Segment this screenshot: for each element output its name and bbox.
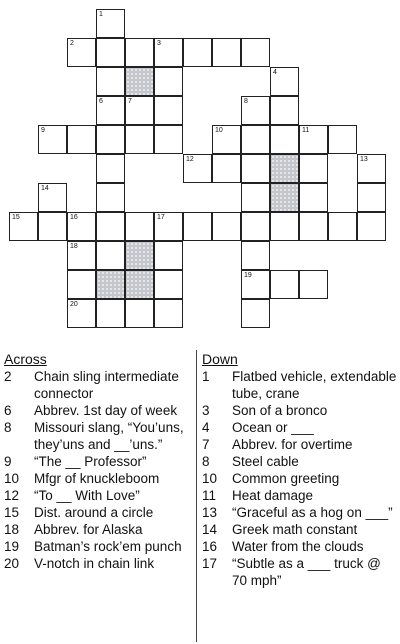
clue-text: “Graceful as a hog on ___” bbox=[232, 505, 393, 520]
cell-number: 12 bbox=[186, 156, 194, 163]
grid-cell[interactable] bbox=[67, 125, 96, 154]
shaded-grid-cell bbox=[96, 270, 125, 299]
clue-number: 9 bbox=[4, 454, 12, 469]
grid-cell[interactable] bbox=[154, 96, 183, 125]
grid-cell[interactable] bbox=[183, 212, 212, 241]
grid-cell[interactable] bbox=[96, 67, 125, 96]
grid-cell[interactable] bbox=[9, 212, 38, 241]
grid-cell[interactable] bbox=[241, 183, 270, 212]
clue-number: 12 bbox=[4, 488, 20, 503]
clue-text: Son of a bronco bbox=[232, 403, 328, 418]
clue-text: Flatbed vehicle, extendable tube, crane bbox=[232, 369, 397, 401]
across-clue bbox=[4, 470, 190, 487]
clue-text: Mfgr of knuckleboom bbox=[34, 471, 160, 486]
grid-cell[interactable] bbox=[270, 96, 299, 125]
grid-cell[interactable] bbox=[96, 183, 125, 212]
shaded-grid-cell bbox=[270, 183, 299, 212]
clue-number: 11 bbox=[202, 488, 217, 503]
grid-cell[interactable] bbox=[154, 241, 183, 270]
shaded-grid-cell bbox=[125, 241, 154, 270]
down-clues bbox=[202, 350, 398, 589]
clue-text: Abbrev. 1st day of week bbox=[34, 403, 178, 418]
clue-number: 10 bbox=[4, 471, 20, 486]
clue-number: 4 bbox=[202, 420, 210, 435]
grid-cell[interactable] bbox=[183, 154, 212, 183]
cell-number: 10 bbox=[215, 127, 223, 134]
cell-number: 3 bbox=[157, 40, 161, 47]
cell-number: 13 bbox=[360, 156, 368, 163]
grid-cell[interactable] bbox=[67, 299, 96, 328]
grid-cell[interactable] bbox=[357, 154, 386, 183]
clue-text: Batman’s rock’em punch bbox=[34, 539, 182, 554]
grid-cell[interactable] bbox=[357, 183, 386, 212]
grid-cell[interactable] bbox=[241, 212, 270, 241]
cell-number: 4 bbox=[273, 69, 277, 76]
grid-cell[interactable] bbox=[125, 96, 154, 125]
clue-text: Chain sling intermediate connector bbox=[34, 369, 179, 401]
clue-text: Heat damage bbox=[232, 488, 314, 503]
down-clue bbox=[202, 436, 398, 453]
grid-cell[interactable] bbox=[67, 270, 96, 299]
grid-cell[interactable] bbox=[96, 212, 125, 241]
cell-number: 19 bbox=[244, 272, 252, 279]
clue-number: 7 bbox=[202, 437, 210, 452]
grid-cell[interactable] bbox=[96, 125, 125, 154]
clue-number: 8 bbox=[202, 454, 210, 469]
cell-number: 15 bbox=[12, 214, 20, 221]
grid-cell[interactable] bbox=[154, 125, 183, 154]
cell-number: 17 bbox=[157, 214, 165, 221]
clue-number: 18 bbox=[4, 522, 20, 537]
down-clue bbox=[202, 453, 398, 470]
across-clue bbox=[4, 453, 190, 470]
across-clues bbox=[4, 350, 190, 572]
grid-cell[interactable] bbox=[67, 212, 96, 241]
down-clue bbox=[202, 419, 398, 436]
grid-cell[interactable] bbox=[125, 125, 154, 154]
grid-cell[interactable] bbox=[38, 183, 67, 212]
grid-cell[interactable] bbox=[154, 67, 183, 96]
grid-cell[interactable] bbox=[96, 154, 125, 183]
across-heading: Across bbox=[4, 351, 47, 367]
across-clue bbox=[4, 521, 190, 538]
grid-cell[interactable] bbox=[38, 125, 67, 154]
grid-cell[interactable] bbox=[183, 38, 212, 67]
clue-number: 19 bbox=[4, 539, 20, 554]
grid-cell[interactable] bbox=[241, 154, 270, 183]
down-heading: Down bbox=[202, 351, 238, 367]
clue-number: 6 bbox=[4, 403, 12, 418]
across-clue bbox=[4, 402, 190, 419]
grid-cell[interactable] bbox=[67, 241, 96, 270]
grid-cell[interactable] bbox=[125, 212, 154, 241]
grid-cell[interactable] bbox=[38, 212, 67, 241]
clue-text: “The __ Professor” bbox=[34, 454, 147, 469]
grid-cell[interactable] bbox=[154, 212, 183, 241]
grid-cell[interactable] bbox=[96, 38, 125, 67]
across-clue bbox=[4, 504, 190, 521]
grid-cell[interactable] bbox=[270, 67, 299, 96]
grid-cell[interactable] bbox=[299, 183, 328, 212]
clue-text: Missouri slang, “You’uns, they’uns and __’uns.” bbox=[34, 420, 184, 452]
clue-number: 2 bbox=[4, 369, 12, 384]
down-clue bbox=[202, 504, 398, 521]
clue-text: Common greeting bbox=[232, 471, 340, 486]
grid-cell[interactable] bbox=[241, 125, 270, 154]
grid-cell[interactable] bbox=[241, 38, 270, 67]
down-clue bbox=[202, 555, 398, 589]
grid-cell[interactable] bbox=[96, 299, 125, 328]
cell-number: 1 bbox=[99, 11, 103, 18]
cell-number: 9 bbox=[41, 127, 45, 134]
grid-cell[interactable] bbox=[270, 212, 299, 241]
cell-number: 2 bbox=[70, 40, 74, 47]
grid-cell[interactable] bbox=[212, 212, 241, 241]
grid-cell[interactable] bbox=[241, 96, 270, 125]
grid-cell[interactable] bbox=[212, 154, 241, 183]
grid-cell[interactable] bbox=[154, 38, 183, 67]
clue-text: Greek math constant bbox=[232, 522, 358, 537]
grid-cell[interactable] bbox=[96, 9, 125, 38]
grid-cell[interactable] bbox=[241, 241, 270, 270]
grid-cell[interactable] bbox=[212, 125, 241, 154]
across-clue bbox=[4, 487, 190, 504]
grid-cell[interactable] bbox=[357, 212, 386, 241]
cell-number: 20 bbox=[70, 301, 78, 308]
clue-text: “To __ With Love” bbox=[34, 488, 140, 503]
across-clue bbox=[4, 538, 190, 555]
clue-text: “Subtle as a ___ truck @ 70 mph” bbox=[232, 556, 381, 588]
grid-cell[interactable] bbox=[241, 299, 270, 328]
across-clue bbox=[4, 368, 190, 402]
across-clue bbox=[4, 419, 190, 453]
cell-number: 8 bbox=[244, 98, 248, 105]
grid-cell[interactable] bbox=[154, 270, 183, 299]
grid-cell[interactable] bbox=[96, 241, 125, 270]
grid-cell[interactable] bbox=[154, 299, 183, 328]
grid-cell[interactable] bbox=[125, 299, 154, 328]
clue-text: Ocean or ___ bbox=[232, 420, 314, 435]
clue-number: 1 bbox=[202, 369, 210, 384]
down-clue bbox=[202, 470, 398, 487]
cell-number: 14 bbox=[41, 185, 49, 192]
down-clue bbox=[202, 402, 398, 419]
down-clue bbox=[202, 368, 398, 402]
grid-cell[interactable] bbox=[299, 270, 328, 299]
clue-number: 13 bbox=[202, 505, 218, 520]
shaded-grid-cell bbox=[125, 270, 154, 299]
clue-number: 16 bbox=[202, 539, 218, 554]
down-clue bbox=[202, 538, 398, 555]
across-clue bbox=[4, 555, 190, 572]
clue-text: Steel cable bbox=[232, 454, 299, 469]
down-clue bbox=[202, 487, 398, 504]
clue-number: 3 bbox=[202, 403, 210, 418]
cell-number: 6 bbox=[99, 98, 103, 105]
grid-cell[interactable] bbox=[299, 212, 328, 241]
grid-cell[interactable] bbox=[299, 125, 328, 154]
clue-number: 20 bbox=[4, 556, 20, 571]
cell-number: 7 bbox=[128, 98, 132, 105]
grid-cell[interactable] bbox=[299, 154, 328, 183]
cell-number: 16 bbox=[70, 214, 78, 221]
column-divider bbox=[196, 350, 197, 642]
shaded-grid-cell bbox=[270, 154, 299, 183]
grid-cell[interactable] bbox=[125, 38, 154, 67]
clue-number: 17 bbox=[202, 556, 218, 571]
grid-cell[interactable] bbox=[241, 270, 270, 299]
clue-number: 8 bbox=[4, 420, 12, 435]
grid-cell[interactable] bbox=[328, 125, 357, 154]
cell-number: 11 bbox=[302, 127, 310, 134]
grid-cell[interactable] bbox=[96, 96, 125, 125]
clue-text: Abbrev. for overtime bbox=[232, 437, 353, 452]
grid-cell[interactable] bbox=[270, 270, 299, 299]
grid-cell[interactable] bbox=[67, 38, 96, 67]
clue-number: 10 bbox=[202, 471, 218, 486]
grid-cell[interactable] bbox=[212, 38, 241, 67]
grid-cell[interactable] bbox=[270, 125, 299, 154]
shaded-grid-cell bbox=[125, 67, 154, 96]
clue-text: Dist. around a circle bbox=[34, 505, 154, 520]
down-clue bbox=[202, 521, 398, 538]
cell-number: 18 bbox=[70, 243, 78, 250]
clue-text: V-notch in chain link bbox=[34, 556, 155, 571]
clue-number: 14 bbox=[202, 522, 218, 537]
clue-number: 15 bbox=[4, 505, 20, 520]
grid-cell[interactable] bbox=[328, 212, 357, 241]
clue-text: Abbrev. for Alaska bbox=[34, 522, 143, 537]
clue-text: Water from the clouds bbox=[232, 539, 364, 554]
